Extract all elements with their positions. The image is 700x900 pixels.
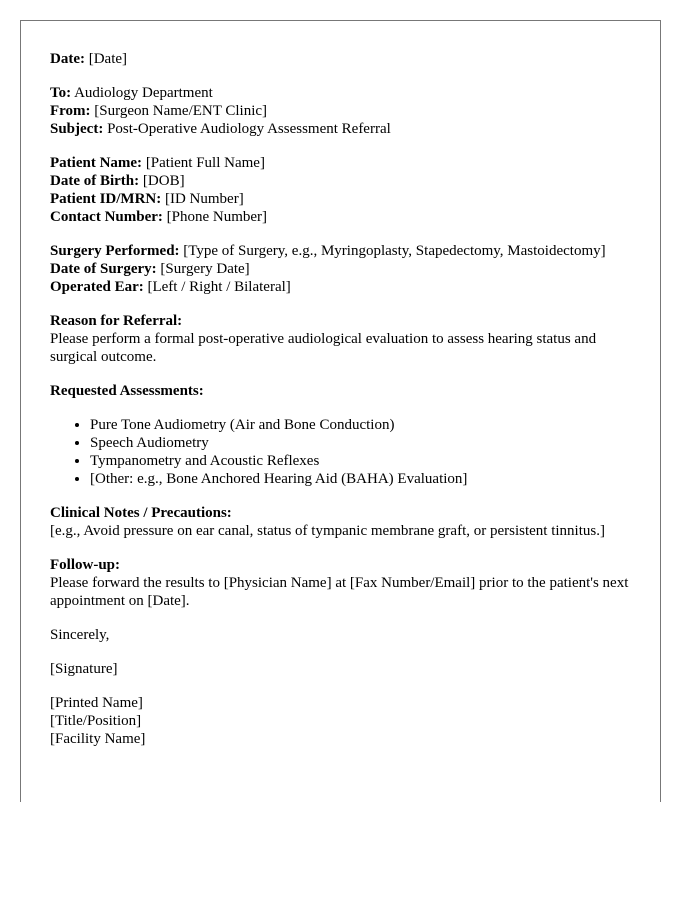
assessments-list bbox=[50, 416, 638, 488]
patient-id-value: [ID Number] bbox=[164, 191, 244, 207]
list-item: • Tympanometry and Acoustic Reflexes bbox=[90, 452, 638, 470]
patient-info bbox=[50, 154, 638, 226]
operated-ear-label: Operated Ear: bbox=[50, 279, 144, 295]
signatory-title: [Title/Position] bbox=[50, 713, 142, 729]
patient-id-label: Patient ID/MRN: bbox=[50, 191, 162, 207]
surgery-date-value: [Surgery Date] bbox=[160, 261, 250, 277]
to-value: Audiology Department bbox=[74, 85, 213, 101]
patient-name-label: Patient Name: bbox=[50, 155, 143, 171]
dob-line bbox=[50, 172, 638, 190]
signatory-block bbox=[50, 694, 638, 748]
reason-section bbox=[50, 312, 638, 366]
surgery-date-line bbox=[50, 260, 638, 278]
reason-text: Please perform a formal post-operative audiological evaluation to assess hearing status and surgical outcome. bbox=[50, 331, 597, 365]
followup-text: Please forward the results to [Physician Name] at [Fax Number/Email] prior to the patient's next appointment on [Date]. bbox=[50, 575, 629, 609]
contact-label: Contact Number: bbox=[50, 209, 163, 225]
notes-section bbox=[50, 504, 638, 540]
date-value: [Date] bbox=[88, 51, 128, 67]
surgery-performed-line bbox=[50, 242, 638, 260]
followup-heading: Follow-up: bbox=[50, 557, 121, 573]
list-item: • [Other: e.g., Bone Anchored Hearing Aid (BAHA) Evaluation] bbox=[90, 470, 638, 488]
reason-heading: Reason for Referral: bbox=[50, 313, 183, 329]
letter-header bbox=[50, 84, 638, 138]
list-item: • Speech Audiometry bbox=[90, 434, 638, 452]
dob-value: [DOB] bbox=[142, 173, 185, 189]
operated-ear-value: [Left / Right / Bilateral] bbox=[147, 279, 291, 295]
from-value: [Surgeon Name/ENT Clinic] bbox=[94, 103, 268, 119]
to-line bbox=[50, 84, 638, 102]
operated-ear-line bbox=[50, 278, 638, 296]
subject-label: Subject: bbox=[50, 121, 104, 137]
date-line bbox=[50, 50, 638, 68]
patient-name-line bbox=[50, 154, 638, 172]
subject-value: Post-Operative Audiology Assessment Referral bbox=[107, 121, 391, 137]
surgery-performed-value: [Type of Surgery, e.g., Myringoplasty, Stapedectomy, Mastoidectomy] bbox=[183, 243, 606, 259]
surgery-info bbox=[50, 242, 638, 296]
signature: [Signature] bbox=[50, 661, 118, 677]
assessments-heading: Requested Assessments: bbox=[50, 383, 204, 399]
from-line bbox=[50, 102, 638, 120]
printed-name: [Printed Name] bbox=[50, 695, 143, 711]
contact-value: [Phone Number] bbox=[166, 209, 268, 225]
from-label: From: bbox=[50, 103, 91, 119]
contact-line bbox=[50, 208, 638, 226]
notes-text: [e.g., Avoid pressure on ear canal, status of tympanic membrane graft, or persistent tinnitus.] bbox=[50, 523, 605, 539]
salutation: Sincerely, bbox=[50, 627, 110, 643]
patient-id-line bbox=[50, 190, 638, 208]
subject-line bbox=[50, 120, 638, 138]
patient-name-value: [Patient Full Name] bbox=[145, 155, 265, 171]
referral-letter bbox=[20, 20, 661, 802]
assessments-section bbox=[50, 382, 638, 488]
date-label: Date: bbox=[50, 51, 85, 67]
list-item: • Pure Tone Audiometry (Air and Bone Conduction) bbox=[90, 416, 638, 434]
surgery-performed-label: Surgery Performed: bbox=[50, 243, 180, 259]
followup-section bbox=[50, 556, 638, 610]
to-label: To: bbox=[50, 85, 72, 101]
letter-content bbox=[50, 50, 638, 748]
dob-label: Date of Birth: bbox=[50, 173, 140, 189]
surgery-date-label: Date of Surgery: bbox=[50, 261, 157, 277]
notes-heading: Clinical Notes / Precautions: bbox=[50, 505, 232, 521]
facility-name: [Facility Name] bbox=[50, 731, 146, 747]
